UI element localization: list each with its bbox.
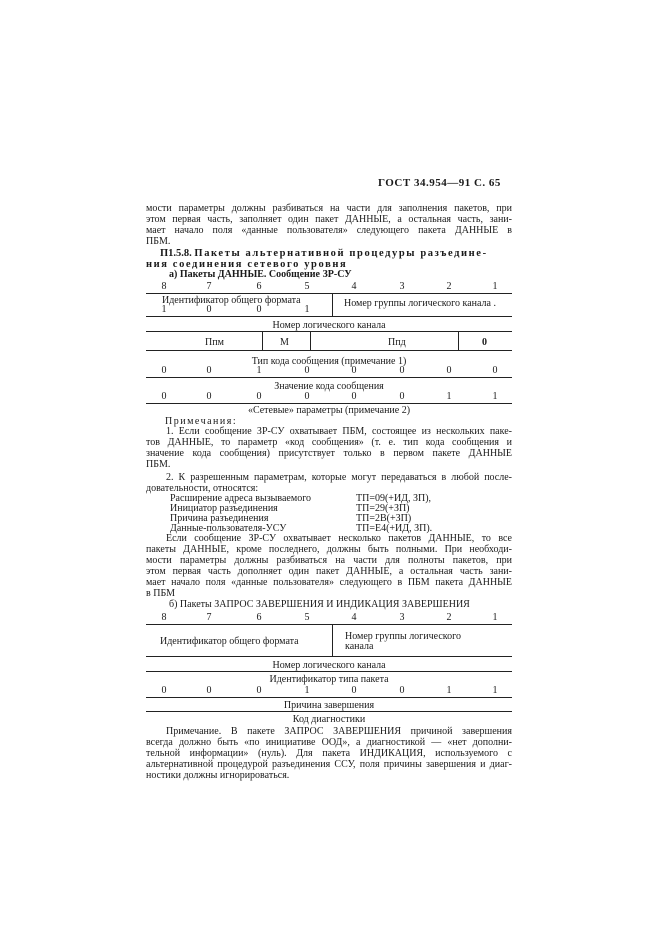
lcg-label: Номер группы логического канала . bbox=[344, 298, 496, 309]
code-type-label: Тип кода сообщения (примечание 1) bbox=[251, 356, 407, 367]
text-line: 2. К разрешенным параметрам, которые могут передаваться в любой после- bbox=[166, 472, 512, 483]
text-line: всегда должно быть «по инициативе ООД», а диагностикой — «нет дополни- bbox=[146, 737, 512, 748]
part-b-title: б) Пакеты ЗАПРОС ЗАВЕРШЕНИЯ И ИНДИКАЦИЯ ЗАВЕРШЕНИЯ bbox=[169, 599, 470, 610]
text-line: Если сообщение ЗР-СУ охватывает несколько пакетов ДАННЫЕ, то все bbox=[166, 533, 512, 544]
lcg-label-cont: канала bbox=[345, 641, 374, 652]
bit-value: 0 bbox=[256, 391, 262, 402]
section-title-cont: ния соединения сетевого уровня bbox=[146, 259, 348, 270]
pti-label: Идентификатор типа пакета bbox=[269, 674, 389, 685]
bit-value: 0 bbox=[161, 391, 167, 402]
text-line: мает начало поля «данные пользователя» следующего пакета ДАННЫЕ в bbox=[146, 225, 512, 236]
param-value: ТП=29(+ЗП) bbox=[356, 503, 410, 514]
param-value: ТП=Е4(+ИД, ЗП). bbox=[356, 523, 433, 534]
part-a-bit-numbers bbox=[146, 281, 512, 292]
text-line: этом первая часть, заполняет один пакет ДАННЫЕ, а остальная часть, зани- bbox=[146, 214, 512, 225]
bit-number: 5 bbox=[304, 281, 310, 292]
bit-value: 0 bbox=[304, 391, 310, 402]
table-rule bbox=[146, 403, 512, 404]
bit-value: 0 bbox=[206, 304, 212, 315]
bit-value: 0 bbox=[206, 685, 212, 696]
param-name: Расширение адреса вызываемого bbox=[170, 493, 312, 504]
text-line: довательности, относятся: bbox=[146, 483, 259, 494]
bit-value: 0 bbox=[446, 365, 452, 376]
part-b-bit-numbers bbox=[146, 612, 512, 623]
table-divider bbox=[332, 624, 333, 656]
section-heading bbox=[160, 248, 488, 259]
table-rule bbox=[146, 624, 512, 625]
m-label: М bbox=[280, 337, 289, 348]
net-params-label: «Сетевые» параметры (примечание 2) bbox=[247, 405, 411, 416]
gfi-label: Идентификатор общего формата bbox=[160, 636, 299, 647]
table-rule bbox=[146, 350, 512, 351]
diag-label: Код диагностики bbox=[292, 714, 366, 725]
text-line: тельной информации» (нуль). Для пакета ИНДИКАЦИЯ, используемого с bbox=[146, 748, 512, 759]
text-line: в ПБМ bbox=[146, 588, 176, 599]
text-line: тов ДАННЫЕ, то параметр «код сообщения» (т. е. тип кода сообщения и bbox=[146, 437, 512, 448]
text-line: мает начало поля «данные пользователя» следующего в ПБМ пакета ДАННЫЕ bbox=[146, 577, 512, 588]
table-rule bbox=[146, 293, 512, 294]
bit-number: 6 bbox=[256, 281, 262, 292]
code-value-bits bbox=[146, 391, 512, 402]
bit-number: 8 bbox=[161, 612, 167, 623]
gfi-label: Идентификатор общего формата bbox=[162, 295, 301, 306]
text-line: 1. Если сообщение ЗР-СУ охватывает ПБМ, состоящее из нескольких паке- bbox=[166, 426, 512, 437]
text-line: ностики должны игнорироваться. bbox=[146, 770, 290, 781]
text-line: этом первая часть дополняет один пакет ДАННЫЕ, а остальная часть зани- bbox=[146, 566, 512, 577]
bit-number: 8 bbox=[161, 281, 167, 292]
ps-label: Ппд bbox=[388, 337, 406, 348]
bit-value: 0 bbox=[492, 365, 498, 376]
bit-value: 0 bbox=[351, 685, 357, 696]
text-line: Примечание. В пакете ЗАПРОС ЗАВЕРШЕНИЯ причиной завершения bbox=[166, 726, 512, 737]
bit-number: 1 bbox=[492, 612, 498, 623]
text-line: мости параметры должны разбиваться на части для полноты пакетов, при bbox=[146, 555, 512, 566]
text-line: мости параметры должны разбиваться на части для заполнения пакетов, при bbox=[146, 203, 512, 214]
table-divider bbox=[458, 331, 459, 350]
text-line: ПБМ. bbox=[146, 459, 171, 470]
pti-bits bbox=[146, 685, 512, 696]
param-value: ТП=09(+ИД, ЗП), bbox=[356, 493, 432, 504]
part-a-title: а) Пакеты ДАННЫЕ. Сообщение ЗР-СУ bbox=[169, 269, 352, 280]
intro-paragraph bbox=[146, 203, 512, 247]
bit-value: 1 bbox=[304, 304, 310, 315]
bit-number: 7 bbox=[206, 281, 212, 292]
bit-value: 0 bbox=[206, 391, 212, 402]
table-rule bbox=[146, 697, 512, 698]
bit-value: 1 bbox=[256, 365, 262, 376]
code-type-bits bbox=[146, 365, 512, 376]
bit-value: 1 bbox=[161, 304, 167, 315]
table-rule bbox=[146, 316, 512, 317]
bit-value: 0 bbox=[399, 391, 405, 402]
table-rule bbox=[146, 671, 512, 672]
note-3 bbox=[146, 533, 512, 599]
lcn-label: Номер логического канала bbox=[272, 660, 386, 671]
lcg-label: Номер группы логического bbox=[345, 631, 461, 642]
bit-value: 1 bbox=[492, 391, 498, 402]
section-number: П1.5.8. bbox=[160, 248, 192, 259]
bit-value: 1 bbox=[304, 685, 310, 696]
page-header: ГОСТ 34.954—91 С. 65 bbox=[378, 177, 501, 189]
pr-label: Ппм bbox=[205, 337, 224, 348]
bit-number: 1 bbox=[492, 281, 498, 292]
bit-number: 3 bbox=[399, 281, 405, 292]
bit-value: 1 bbox=[446, 685, 452, 696]
note-2 bbox=[146, 472, 512, 494]
notes-heading: Примечания: bbox=[165, 416, 238, 427]
bit-number: 2 bbox=[446, 281, 452, 292]
code-value-label: Значение кода сообщения bbox=[274, 381, 384, 392]
bit-value: 0 bbox=[399, 685, 405, 696]
bit-value: 0 bbox=[351, 391, 357, 402]
bit-number: 7 bbox=[206, 612, 212, 623]
table-divider bbox=[332, 293, 333, 316]
bit-value: 0 bbox=[161, 365, 167, 376]
param-name: Инициатор разъединения bbox=[170, 503, 278, 514]
bit-value: 0 bbox=[161, 685, 167, 696]
section-title: Пакеты альтернативной процедуры разъедине- bbox=[194, 248, 488, 259]
bit-value: 0 bbox=[351, 365, 357, 376]
bit-number: 3 bbox=[399, 612, 405, 623]
param-value: ТП=2В(+ЗП) bbox=[356, 513, 412, 524]
bit-value: 0 bbox=[304, 365, 310, 376]
bit-number: 4 bbox=[351, 612, 357, 623]
bit-value: 0 bbox=[256, 304, 262, 315]
table-rule bbox=[146, 656, 512, 657]
bit-value: 0 bbox=[206, 365, 212, 376]
text-line: пакеты ДАННЫЕ, кроме последнего, должны быть полными. При необходи- bbox=[146, 544, 512, 555]
param-name: Данные-пользователя-УСУ bbox=[170, 523, 287, 534]
bit-number: 2 bbox=[446, 612, 452, 623]
text-line: значение кода сообщения) присутствует только в первом пакете ДАННЫЕ bbox=[146, 448, 512, 459]
lcn-label: Номер логического канала bbox=[272, 320, 386, 331]
note-1 bbox=[146, 426, 512, 470]
zero-bit-label: 0 bbox=[482, 337, 487, 348]
param-name: Причина разъединения bbox=[170, 513, 269, 524]
table-divider bbox=[262, 331, 263, 350]
note-b bbox=[146, 726, 512, 781]
bit-number: 5 bbox=[304, 612, 310, 623]
table-rule bbox=[146, 377, 512, 378]
bit-number: 4 bbox=[351, 281, 357, 292]
bit-value: 1 bbox=[492, 685, 498, 696]
cause-label: Причина завершения bbox=[283, 700, 375, 711]
text-line: ПБМ. bbox=[146, 236, 171, 247]
bit-number: 6 bbox=[256, 612, 262, 623]
table-rule bbox=[146, 711, 512, 712]
bit-value: 0 bbox=[256, 685, 262, 696]
text-line: альтернативной процедурой разъединения ССУ, поля причины завершения и диаг- bbox=[146, 759, 512, 770]
bit-value: 0 bbox=[399, 365, 405, 376]
bit-value: 1 bbox=[446, 391, 452, 402]
table-divider bbox=[310, 331, 311, 350]
